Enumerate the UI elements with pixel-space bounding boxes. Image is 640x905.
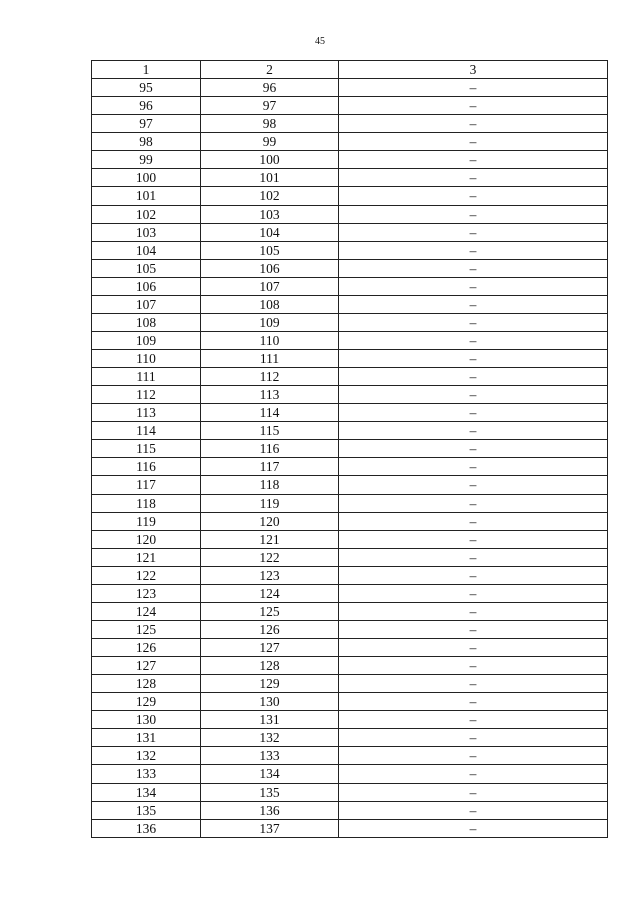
table-cell-col-2: 126 xyxy=(201,620,339,638)
table-row xyxy=(92,530,608,548)
table-row xyxy=(92,494,608,512)
table-cell-col-2: 119 xyxy=(201,494,339,512)
table-cell-col-3: – xyxy=(339,675,608,693)
table-row xyxy=(92,602,608,620)
table-cell-col-1: 105 xyxy=(92,259,201,277)
table-row xyxy=(92,79,608,97)
table-cell-col-1: 125 xyxy=(92,620,201,638)
table-cell-col-1: 107 xyxy=(92,295,201,313)
table-cell-col-2: 128 xyxy=(201,657,339,675)
table-row xyxy=(92,422,608,440)
table-cell-col-1: 112 xyxy=(92,386,201,404)
table-cell-col-3: – xyxy=(339,602,608,620)
table-row xyxy=(92,187,608,205)
table-row xyxy=(92,476,608,494)
table-cell-col-2: 114 xyxy=(201,404,339,422)
table-cell-col-1: 109 xyxy=(92,331,201,349)
table-row xyxy=(92,566,608,584)
table-cell-col-2: 131 xyxy=(201,711,339,729)
table-cell-col-2: 105 xyxy=(201,241,339,259)
table-row xyxy=(92,548,608,566)
table-cell-col-1: 130 xyxy=(92,711,201,729)
table-cell-col-2: 110 xyxy=(201,331,339,349)
table-row xyxy=(92,819,608,837)
table-cell-col-3: – xyxy=(339,368,608,386)
column-header-3: 3 xyxy=(339,61,608,79)
table-row xyxy=(92,386,608,404)
table-cell-col-2: 108 xyxy=(201,295,339,313)
table-cell-col-1: 122 xyxy=(92,566,201,584)
table-row xyxy=(92,205,608,223)
table-cell-col-2: 112 xyxy=(201,368,339,386)
table-cell-col-3: – xyxy=(339,97,608,115)
table-cell-col-2: 109 xyxy=(201,313,339,331)
table-cell-col-3: – xyxy=(339,313,608,331)
table-row xyxy=(92,259,608,277)
table-cell-col-1: 132 xyxy=(92,747,201,765)
table-cell-col-2: 125 xyxy=(201,602,339,620)
table-cell-col-3: – xyxy=(339,422,608,440)
column-header-1: 1 xyxy=(92,61,201,79)
table-cell-col-1: 117 xyxy=(92,476,201,494)
table-cell-col-2: 104 xyxy=(201,223,339,241)
table-cell-col-1: 126 xyxy=(92,639,201,657)
table-row xyxy=(92,512,608,530)
table-cell-col-3: – xyxy=(339,386,608,404)
table-cell-col-3: – xyxy=(339,440,608,458)
table-cell-col-1: 136 xyxy=(92,819,201,837)
table-cell-col-1: 127 xyxy=(92,657,201,675)
table-row xyxy=(92,169,608,187)
table-cell-col-3: – xyxy=(339,801,608,819)
table-row xyxy=(92,350,608,368)
table-cell-col-1: 106 xyxy=(92,277,201,295)
table-row xyxy=(92,368,608,386)
data-table xyxy=(91,60,608,838)
table-body xyxy=(92,79,608,838)
table-cell-col-3: – xyxy=(339,494,608,512)
table-cell-col-3: – xyxy=(339,819,608,837)
table-cell-col-1: 131 xyxy=(92,729,201,747)
table-row xyxy=(92,115,608,133)
table-cell-col-2: 134 xyxy=(201,765,339,783)
table-cell-col-2: 117 xyxy=(201,458,339,476)
table-cell-col-1: 97 xyxy=(92,115,201,133)
table-cell-col-3: – xyxy=(339,259,608,277)
table-cell-col-1: 115 xyxy=(92,440,201,458)
table-cell-col-2: 106 xyxy=(201,259,339,277)
table-cell-col-1: 118 xyxy=(92,494,201,512)
table-row xyxy=(92,639,608,657)
table-row xyxy=(92,97,608,115)
table-cell-col-1: 103 xyxy=(92,223,201,241)
page-number: 45 xyxy=(315,36,325,47)
table-row xyxy=(92,584,608,602)
table-row xyxy=(92,765,608,783)
table-cell-col-1: 98 xyxy=(92,133,201,151)
table-cell-col-3: – xyxy=(339,693,608,711)
table-cell-col-1: 128 xyxy=(92,675,201,693)
table-cell-col-2: 127 xyxy=(201,639,339,657)
table-cell-col-3: – xyxy=(339,783,608,801)
table-cell-col-3: – xyxy=(339,584,608,602)
table-cell-col-1: 116 xyxy=(92,458,201,476)
table-row xyxy=(92,801,608,819)
table-cell-col-2: 124 xyxy=(201,584,339,602)
table-cell-col-3: – xyxy=(339,765,608,783)
table-cell-col-3: – xyxy=(339,512,608,530)
table-cell-col-3: – xyxy=(339,295,608,313)
table-cell-col-1: 95 xyxy=(92,79,201,97)
table-cell-col-3: – xyxy=(339,476,608,494)
table-cell-col-2: 123 xyxy=(201,566,339,584)
table-cell-col-2: 115 xyxy=(201,422,339,440)
table-cell-col-2: 103 xyxy=(201,205,339,223)
table-cell-col-3: – xyxy=(339,115,608,133)
table-row xyxy=(92,241,608,259)
table-cell-col-2: 116 xyxy=(201,440,339,458)
table-row xyxy=(92,783,608,801)
table-header xyxy=(92,61,608,79)
table-cell-col-1: 135 xyxy=(92,801,201,819)
table-cell-col-3: – xyxy=(339,241,608,259)
table-cell-col-2: 137 xyxy=(201,819,339,837)
table-row xyxy=(92,657,608,675)
table-cell-col-1: 111 xyxy=(92,368,201,386)
table-cell-col-2: 111 xyxy=(201,350,339,368)
table-cell-col-1: 96 xyxy=(92,97,201,115)
table-cell-col-3: – xyxy=(339,133,608,151)
table-cell-col-1: 102 xyxy=(92,205,201,223)
table-cell-col-2: 120 xyxy=(201,512,339,530)
table-cell-col-3: – xyxy=(339,169,608,187)
table-row xyxy=(92,277,608,295)
table-cell-col-3: – xyxy=(339,277,608,295)
table-row xyxy=(92,458,608,476)
table-row xyxy=(92,404,608,422)
table-cell-col-1: 110 xyxy=(92,350,201,368)
table-row xyxy=(92,711,608,729)
table-cell-col-3: – xyxy=(339,639,608,657)
table-row xyxy=(92,675,608,693)
table-cell-col-2: 129 xyxy=(201,675,339,693)
header-row xyxy=(92,61,608,79)
table-cell-col-2: 99 xyxy=(201,133,339,151)
table-cell-col-1: 123 xyxy=(92,584,201,602)
table-cell-col-2: 118 xyxy=(201,476,339,494)
table-cell-col-1: 133 xyxy=(92,765,201,783)
table-cell-col-1: 104 xyxy=(92,241,201,259)
table-cell-col-3: – xyxy=(339,729,608,747)
table-cell-col-3: – xyxy=(339,566,608,584)
table-cell-col-2: 107 xyxy=(201,277,339,295)
table-cell-col-2: 130 xyxy=(201,693,339,711)
table-cell-col-1: 108 xyxy=(92,313,201,331)
table-cell-col-2: 100 xyxy=(201,151,339,169)
table-row xyxy=(92,729,608,747)
table-cell-col-3: – xyxy=(339,79,608,97)
table-cell-col-1: 119 xyxy=(92,512,201,530)
table-row xyxy=(92,747,608,765)
table-cell-col-3: – xyxy=(339,657,608,675)
table-cell-col-1: 114 xyxy=(92,422,201,440)
table-cell-col-2: 102 xyxy=(201,187,339,205)
table-cell-col-3: – xyxy=(339,711,608,729)
table-row xyxy=(92,295,608,313)
table-cell-col-1: 124 xyxy=(92,602,201,620)
table-row xyxy=(92,133,608,151)
table-cell-col-3: – xyxy=(339,151,608,169)
table-cell-col-2: 101 xyxy=(201,169,339,187)
table-cell-col-3: – xyxy=(339,187,608,205)
table-cell-col-1: 101 xyxy=(92,187,201,205)
table-row xyxy=(92,313,608,331)
table-cell-col-3: – xyxy=(339,548,608,566)
table-cell-col-2: 122 xyxy=(201,548,339,566)
table-row xyxy=(92,440,608,458)
table-cell-col-2: 96 xyxy=(201,79,339,97)
table-cell-col-1: 134 xyxy=(92,783,201,801)
table-row xyxy=(92,223,608,241)
table-cell-col-3: – xyxy=(339,747,608,765)
table-cell-col-3: – xyxy=(339,350,608,368)
table-row xyxy=(92,693,608,711)
table-cell-col-2: 133 xyxy=(201,747,339,765)
table-cell-col-1: 120 xyxy=(92,530,201,548)
table-cell-col-2: 135 xyxy=(201,783,339,801)
table-row xyxy=(92,151,608,169)
table-cell-col-1: 113 xyxy=(92,404,201,422)
table-cell-col-1: 129 xyxy=(92,693,201,711)
table-cell-col-2: 136 xyxy=(201,801,339,819)
table-row xyxy=(92,620,608,638)
table-cell-col-2: 97 xyxy=(201,97,339,115)
table-row xyxy=(92,331,608,349)
table-cell-col-2: 121 xyxy=(201,530,339,548)
table-cell-col-1: 99 xyxy=(92,151,201,169)
table-cell-col-3: – xyxy=(339,404,608,422)
table-cell-col-2: 113 xyxy=(201,386,339,404)
column-header-2: 2 xyxy=(201,61,339,79)
table-cell-col-2: 98 xyxy=(201,115,339,133)
table-cell-col-3: – xyxy=(339,205,608,223)
table-cell-col-3: – xyxy=(339,530,608,548)
table-cell-col-3: – xyxy=(339,458,608,476)
table-cell-col-1: 100 xyxy=(92,169,201,187)
table-cell-col-3: – xyxy=(339,331,608,349)
table-cell-col-3: – xyxy=(339,620,608,638)
table-cell-col-1: 121 xyxy=(92,548,201,566)
table-cell-col-3: – xyxy=(339,223,608,241)
table-cell-col-2: 132 xyxy=(201,729,339,747)
